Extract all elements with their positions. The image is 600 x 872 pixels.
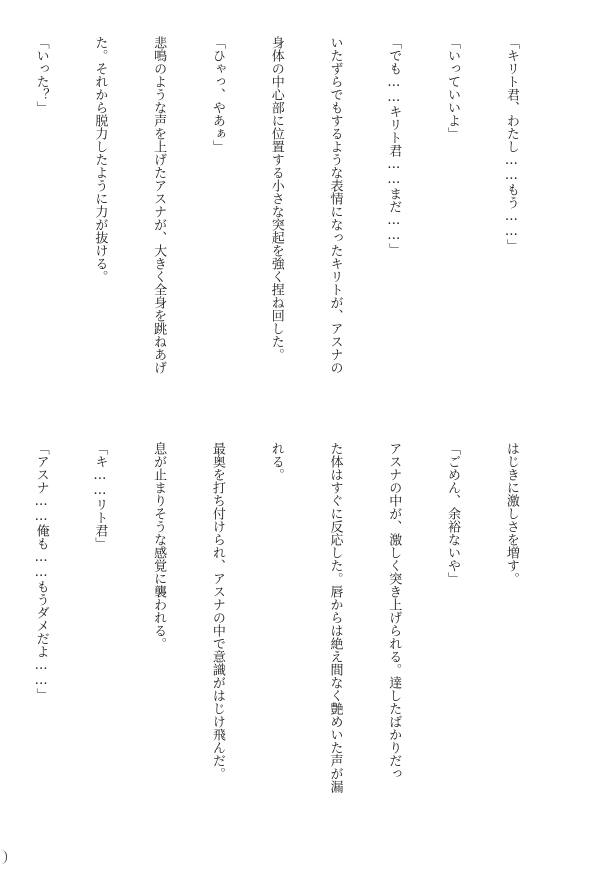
page-edge-mark [0,850,7,864]
text-line: 悲鳴のような声を上げたアスナが、大きく全身を跳ねあげ [151,36,167,374]
text-line: た体はすぐに反応した。唇からは絶え間なく艶めいた声が漏 [327,442,343,793]
text-line: 息が止まりそうな感覚に襲われる。 [151,442,167,650]
text-line: 「ごめん、余裕ないや」 [445,442,461,585]
text-line: 最奥を打ち付けられ、アスナの中で意識がはじけ飛んだ。 [209,442,225,780]
text-line: た。それから脱力したように力が抜ける。 [92,36,108,283]
text-line: アスナの中が、激しく突き上げられる。達したばかりだっ [386,442,402,780]
text-line: 「アスナ……俺も……もうダメだよ……」 [33,442,49,701]
text-line: 「ひゃっ、やあぁ」 [209,36,225,153]
text-line: はじきに激しさを増す。 [503,442,519,585]
text-line: 「キ……リト君」 [92,442,108,550]
text-line: 身体の中心部に位置する小さな突起を強く捏ね回した。 [268,36,284,361]
lower-text-block [33,442,560,817]
text-line: 「いっていいよ」 [445,36,461,140]
upper-text-block [33,36,560,386]
text-line: いたずらでもするような表情になったキリトが、アスナの [327,36,343,374]
text-line: 「いった？」 [33,36,49,114]
text-line: れる。 [268,442,284,481]
text-line: 「でも……キリト君……まだ……」 [386,36,402,256]
text-line: 「キリト君、わたし……もう……」 [503,36,519,252]
